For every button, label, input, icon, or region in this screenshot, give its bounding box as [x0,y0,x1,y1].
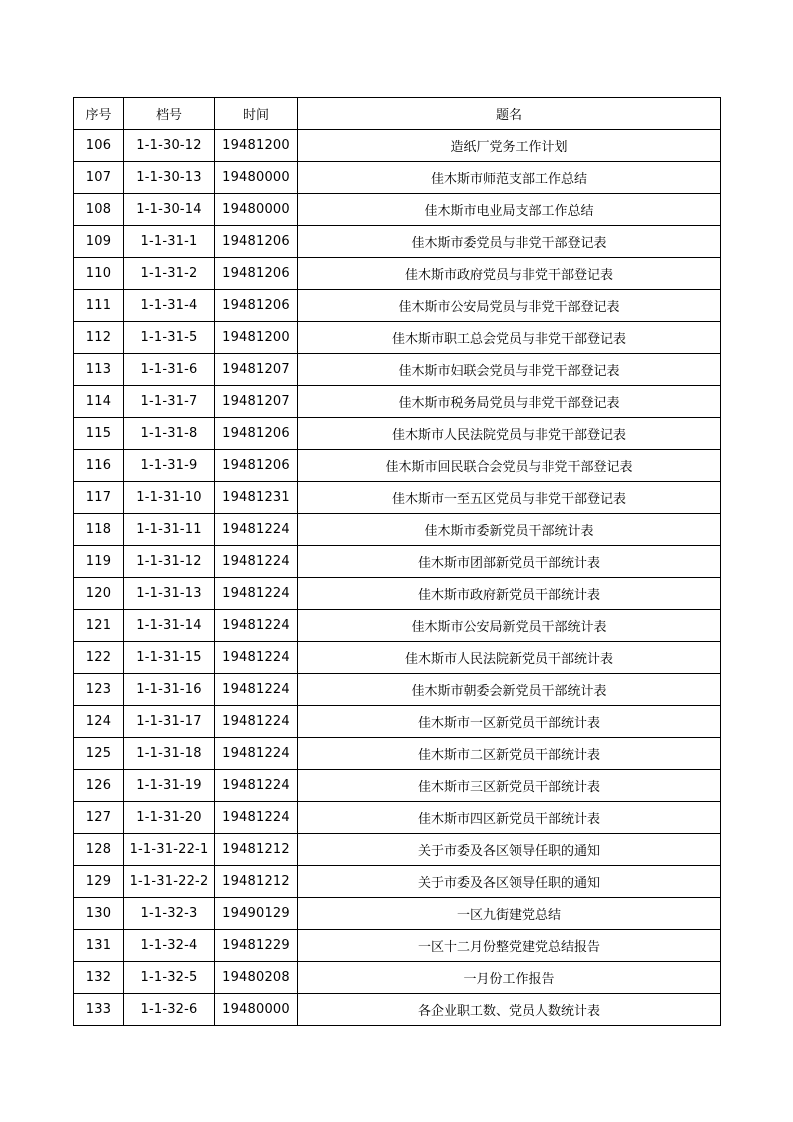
cell-seq: 132 [74,962,124,994]
table-row [74,994,721,1026]
cell-seq: 120 [74,578,124,610]
cell-seq: 114 [74,386,124,418]
cell-file-no: 1-1-31-13 [124,578,215,610]
cell-file-no: 1-1-32-3 [124,898,215,930]
cell-title: 佳木斯市人民法院党员与非党干部登记表 [298,418,721,450]
cell-title: 佳木斯市妇联会党员与非党干部登记表 [298,354,721,386]
table-row [74,642,721,674]
table-header-row [74,98,721,130]
cell-title: 佳木斯市公安局新党员干部统计表 [298,610,721,642]
cell-file-no: 1-1-31-6 [124,354,215,386]
cell-file-no: 1-1-31-4 [124,290,215,322]
cell-title: 佳木斯市人民法院新党员干部统计表 [298,642,721,674]
header-date: 时间 [215,98,298,130]
cell-title: 佳木斯市朝委会新党员干部统计表 [298,674,721,706]
cell-file-no: 1-1-31-22-2 [124,866,215,898]
cell-title: 佳木斯市二区新党员干部统计表 [298,738,721,770]
cell-file-no: 1-1-30-14 [124,194,215,226]
cell-title: 佳木斯市政府新党员干部统计表 [298,578,721,610]
table-row [74,834,721,866]
cell-title: 佳木斯市税务局党员与非党干部登记表 [298,386,721,418]
cell-title: 各企业职工数、党员人数统计表 [298,994,721,1026]
cell-seq: 129 [74,866,124,898]
cell-file-no: 1-1-31-17 [124,706,215,738]
cell-file-no: 1-1-30-12 [124,130,215,162]
cell-title: 佳木斯市委党员与非党干部登记表 [298,226,721,258]
table-row [74,514,721,546]
table-row [74,354,721,386]
cell-file-no: 1-1-31-14 [124,610,215,642]
cell-file-no: 1-1-31-22-1 [124,834,215,866]
cell-date: 19481224 [215,738,298,770]
cell-date: 19481200 [215,322,298,354]
table-row [74,610,721,642]
table-row [74,546,721,578]
cell-title: 关于市委及各区领导任职的通知 [298,834,721,866]
cell-date: 19481206 [215,418,298,450]
table-row [74,898,721,930]
cell-date: 19481224 [215,578,298,610]
archive-catalog-table [73,97,721,1026]
cell-title: 一区十二月份整党建党总结报告 [298,930,721,962]
cell-file-no: 1-1-31-11 [124,514,215,546]
table-row [74,578,721,610]
cell-seq: 124 [74,706,124,738]
cell-title: 一月份工作报告 [298,962,721,994]
cell-date: 19480000 [215,194,298,226]
cell-seq: 106 [74,130,124,162]
cell-date: 19481224 [215,706,298,738]
cell-seq: 117 [74,482,124,514]
cell-date: 19481206 [215,258,298,290]
cell-seq: 111 [74,290,124,322]
cell-file-no: 1-1-31-20 [124,802,215,834]
table-row [74,162,721,194]
table-row [74,226,721,258]
table-row [74,482,721,514]
cell-file-no: 1-1-32-6 [124,994,215,1026]
table-row [74,290,721,322]
table-row [74,770,721,802]
cell-title: 佳木斯市团部新党员干部统计表 [298,546,721,578]
cell-seq: 109 [74,226,124,258]
cell-date: 19481206 [215,226,298,258]
cell-date: 19481229 [215,930,298,962]
cell-file-no: 1-1-31-7 [124,386,215,418]
table-row [74,450,721,482]
cell-date: 19480208 [215,962,298,994]
cell-title: 佳木斯市一至五区党员与非党干部登记表 [298,482,721,514]
cell-file-no: 1-1-32-5 [124,962,215,994]
cell-seq: 110 [74,258,124,290]
cell-seq: 127 [74,802,124,834]
table-row [74,418,721,450]
cell-date: 19481206 [215,290,298,322]
cell-date: 19481224 [215,546,298,578]
cell-file-no: 1-1-32-4 [124,930,215,962]
table-row [74,962,721,994]
cell-date: 19481224 [215,514,298,546]
table-row [74,930,721,962]
cell-seq: 130 [74,898,124,930]
cell-seq: 119 [74,546,124,578]
table-row [74,130,721,162]
table-row [74,802,721,834]
cell-seq: 131 [74,930,124,962]
cell-seq: 112 [74,322,124,354]
cell-title: 佳木斯市四区新党员干部统计表 [298,802,721,834]
cell-title: 一区九街建党总结 [298,898,721,930]
cell-file-no: 1-1-31-16 [124,674,215,706]
cell-date: 19490129 [215,898,298,930]
cell-seq: 128 [74,834,124,866]
cell-seq: 113 [74,354,124,386]
cell-file-no: 1-1-30-13 [124,162,215,194]
cell-title: 佳木斯市公安局党员与非党干部登记表 [298,290,721,322]
cell-file-no: 1-1-31-19 [124,770,215,802]
cell-title: 佳木斯市三区新党员干部统计表 [298,770,721,802]
table-body [74,130,721,1026]
table-row [74,386,721,418]
cell-seq: 118 [74,514,124,546]
cell-date: 19481200 [215,130,298,162]
cell-seq: 123 [74,674,124,706]
cell-title: 佳木斯市电业局支部工作总结 [298,194,721,226]
table-row [74,706,721,738]
table-row [74,866,721,898]
cell-title: 佳木斯市政府党员与非党干部登记表 [298,258,721,290]
cell-seq: 125 [74,738,124,770]
table-row [74,194,721,226]
header-file-no: 档号 [124,98,215,130]
cell-file-no: 1-1-31-12 [124,546,215,578]
cell-seq: 121 [74,610,124,642]
cell-file-no: 1-1-31-1 [124,226,215,258]
cell-file-no: 1-1-31-10 [124,482,215,514]
header-seq: 序号 [74,98,124,130]
cell-date: 19481224 [215,770,298,802]
cell-seq: 116 [74,450,124,482]
table-row [74,738,721,770]
cell-title: 佳木斯市师范支部工作总结 [298,162,721,194]
cell-date: 19481224 [215,642,298,674]
cell-date: 19481224 [215,610,298,642]
cell-file-no: 1-1-31-2 [124,258,215,290]
cell-file-no: 1-1-31-8 [124,418,215,450]
cell-seq: 122 [74,642,124,674]
cell-date: 19481224 [215,674,298,706]
cell-file-no: 1-1-31-18 [124,738,215,770]
cell-file-no: 1-1-31-5 [124,322,215,354]
cell-title: 佳木斯市委新党员干部统计表 [298,514,721,546]
cell-seq: 107 [74,162,124,194]
cell-title: 佳木斯市回民联合会党员与非党干部登记表 [298,450,721,482]
cell-seq: 133 [74,994,124,1026]
cell-date: 19481231 [215,482,298,514]
cell-seq: 115 [74,418,124,450]
cell-date: 19480000 [215,162,298,194]
cell-seq: 108 [74,194,124,226]
cell-title: 关于市委及各区领导任职的通知 [298,866,721,898]
cell-date: 19481206 [215,450,298,482]
cell-seq: 126 [74,770,124,802]
cell-date: 19481207 [215,354,298,386]
table-row [74,258,721,290]
archive-catalog-page [73,97,721,1026]
cell-title: 佳木斯市职工总会党员与非党干部登记表 [298,322,721,354]
cell-date: 19481212 [215,834,298,866]
cell-title: 造纸厂党务工作计划 [298,130,721,162]
cell-date: 19481224 [215,802,298,834]
header-title: 题名 [298,98,721,130]
cell-date: 19480000 [215,994,298,1026]
cell-date: 19481207 [215,386,298,418]
cell-file-no: 1-1-31-9 [124,450,215,482]
cell-date: 19481212 [215,866,298,898]
table-row [74,674,721,706]
cell-title: 佳木斯市一区新党员干部统计表 [298,706,721,738]
table-row [74,322,721,354]
cell-file-no: 1-1-31-15 [124,642,215,674]
